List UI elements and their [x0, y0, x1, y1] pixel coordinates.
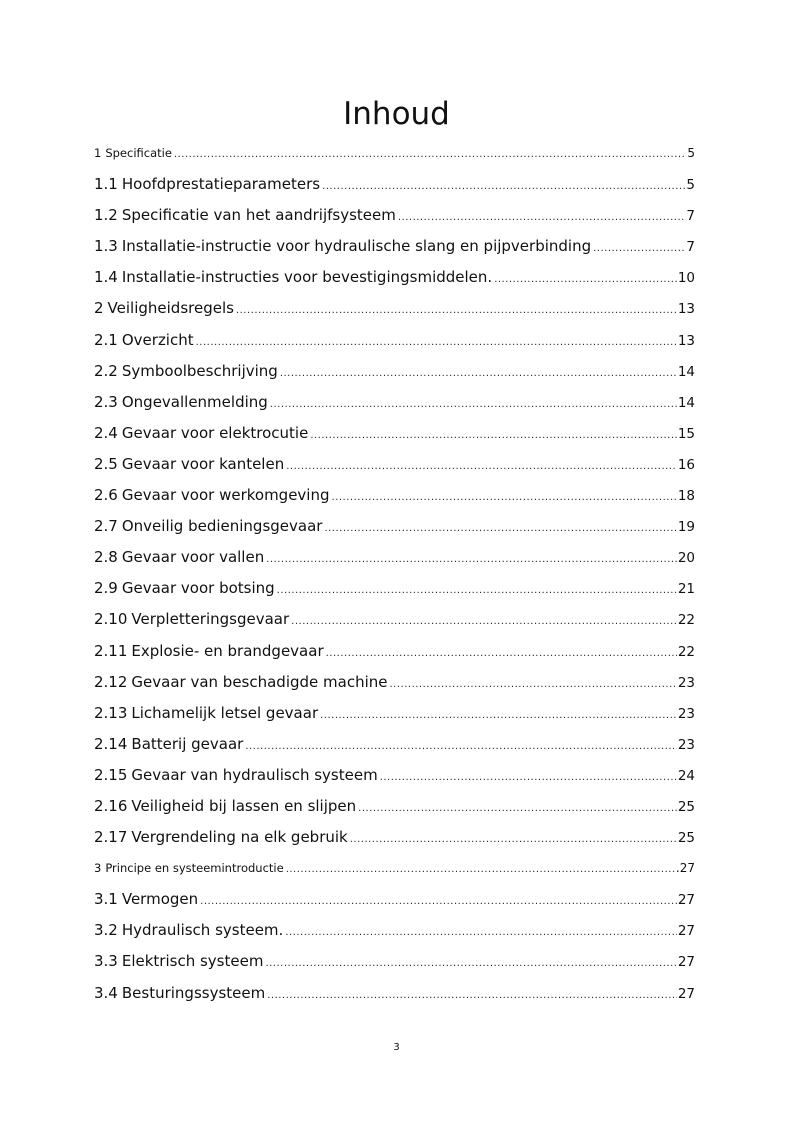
toc-entry-number: 2.14	[94, 734, 128, 753]
toc-entry-page: 7	[686, 208, 695, 225]
toc-entry-page: 23	[677, 705, 695, 722]
toc-entry[interactable]	[94, 233, 695, 264]
table-of-contents	[94, 140, 695, 1011]
toc-entry-number: 3.2	[94, 921, 118, 940]
toc-entry-number: 2.6	[94, 486, 118, 505]
toc-entry[interactable]	[94, 762, 695, 793]
toc-entry[interactable]	[94, 171, 695, 202]
toc-entry-label: Gevaar voor kantelen	[121, 454, 285, 473]
toc-entry-page: 14	[677, 363, 695, 380]
toc-entry-number: 2.15	[94, 765, 128, 784]
toc-entry-number: 1	[94, 146, 102, 160]
toc-entry-number: 3.3	[94, 952, 118, 971]
toc-entry[interactable]	[94, 295, 695, 326]
toc-entry-label: Onveilig bedieningsgevaar	[121, 517, 323, 536]
toc-entry-page: 23	[677, 736, 695, 753]
toc-entry-page: 25	[677, 830, 695, 847]
toc-entry-label: Gevaar voor botsing	[121, 579, 275, 598]
dot-leader	[285, 920, 677, 946]
toc-entry-label: Ongevallenmelding	[121, 392, 268, 411]
toc-entry[interactable]	[94, 264, 695, 295]
dot-leader	[277, 578, 677, 604]
toc-entry-page: 16	[677, 456, 695, 473]
toc-entry-number: 2	[94, 299, 104, 318]
toc-entry[interactable]	[94, 327, 695, 358]
toc-entry-label: Veiligheidsregels	[107, 299, 234, 318]
dot-leader	[174, 142, 686, 168]
toc-entry-number: 2.3	[94, 392, 118, 411]
toc-entry-page: .27	[675, 861, 695, 876]
toc-entry[interactable]	[94, 482, 695, 513]
toc-entry[interactable]	[94, 855, 695, 886]
toc-entry-label: Symboolbeschrijving	[121, 361, 278, 380]
toc-entry-label: Specificatie	[105, 146, 172, 160]
dot-leader	[380, 765, 677, 791]
toc-entry-label: Specificatie van het aandrijfsysteem	[121, 206, 396, 225]
toc-entry-page: 7	[686, 239, 695, 256]
toc-entry-label: Gevaar voor vallen	[121, 548, 265, 567]
toc-entry[interactable]	[94, 420, 695, 451]
toc-entry-page: 19	[677, 519, 695, 536]
page-number: 3	[393, 1042, 400, 1053]
toc-entry[interactable]	[94, 389, 695, 420]
toc-entry-number: 1.2	[94, 206, 118, 225]
toc-entry-page: 13	[677, 332, 695, 349]
toc-entry-label: Batterij gevaar	[131, 734, 244, 753]
toc-entry-label: Veiligheid bij lassen en slijpen	[131, 796, 357, 815]
dot-leader	[494, 267, 677, 293]
toc-entry-page: 13	[677, 301, 695, 318]
toc-entry[interactable]	[94, 731, 695, 762]
toc-entry-label: Gevaar van hydraulisch systeem	[131, 765, 378, 784]
toc-entry-number: 2.13	[94, 703, 128, 722]
toc-entry[interactable]	[94, 544, 695, 575]
toc-entry-page: 27	[677, 923, 695, 940]
toc-entry-page: 18	[677, 488, 695, 505]
dot-leader	[286, 857, 675, 883]
toc-entry-number: 2.8	[94, 548, 118, 567]
toc-entry-page: 25	[677, 798, 695, 815]
toc-entry-label: Gevaar voor elektrocutie	[121, 423, 309, 442]
toc-entry-page: 10	[677, 270, 695, 287]
dot-leader	[350, 827, 677, 853]
dot-leader	[270, 392, 677, 418]
toc-entry-number: 3.4	[94, 983, 118, 1002]
toc-entry-label: Vergrendeling na elk gebruik	[131, 828, 348, 847]
toc-entry-number: 2.11	[94, 641, 128, 660]
toc-entry-number: 2.5	[94, 454, 118, 473]
dot-leader	[324, 516, 676, 542]
dot-leader	[310, 423, 677, 449]
toc-entry-label: Overzicht	[121, 330, 194, 349]
toc-entry-number: 2.7	[94, 517, 118, 536]
dot-leader	[236, 298, 677, 324]
toc-entry-label: Installatie-instructie voor hydraulische slang en pijpverbinding	[121, 237, 592, 256]
toc-entry-label: Installatie-instructies voor bevestigingsmiddelen.	[121, 268, 493, 287]
toc-entry[interactable]	[94, 824, 695, 855]
dot-leader	[266, 547, 677, 573]
dot-leader	[358, 796, 677, 822]
toc-entry[interactable]	[94, 451, 695, 482]
dot-leader	[200, 889, 677, 915]
toc-entry-label: Gevaar van beschadigde machine	[131, 672, 388, 691]
toc-entry-label: Vermogen	[121, 890, 199, 909]
toc-entry-number: 2.10	[94, 610, 128, 629]
dot-leader	[280, 361, 677, 387]
toc-entry-page: 22	[677, 612, 695, 629]
toc-entry-page: 27	[677, 985, 695, 1002]
toc-entry-number: 2.17	[94, 828, 128, 847]
dot-leader	[332, 485, 677, 511]
toc-entry-page: 5	[686, 177, 695, 194]
page-title: Inhoud	[343, 96, 450, 132]
toc-entry-page: 5	[687, 146, 695, 160]
toc-entry-label: Besturingssysteem	[121, 983, 266, 1002]
toc-entry-page: 23	[677, 674, 695, 691]
toc-entry[interactable]	[94, 948, 695, 979]
toc-entry[interactable]	[94, 140, 695, 171]
dot-leader	[291, 609, 677, 635]
toc-entry-label: Explosie- en brandgevaar	[131, 641, 324, 660]
toc-entry-label: Principe en systeemintroductie	[105, 861, 284, 876]
dot-leader	[265, 951, 676, 977]
toc-entry-page: 22	[677, 643, 695, 660]
toc-entry-number: 1.1	[94, 175, 118, 194]
toc-entry-page: 27	[677, 892, 695, 909]
toc-entry-page: 20	[677, 550, 695, 567]
dot-leader	[320, 703, 677, 729]
toc-entry-number: 2.16	[94, 796, 128, 815]
toc-entry-label: Hydraulisch systeem.	[121, 921, 284, 940]
toc-entry-number: 3	[94, 861, 102, 876]
dot-leader	[267, 983, 677, 1009]
toc-entry-label: Elektrisch systeem	[121, 952, 264, 971]
dot-leader	[326, 641, 677, 667]
toc-entry-number: 2.12	[94, 672, 128, 691]
toc-entry[interactable]	[94, 575, 695, 606]
toc-entry[interactable]	[94, 886, 695, 917]
dot-leader	[390, 672, 677, 698]
toc-entry[interactable]	[94, 917, 695, 948]
toc-entry-number: 2.1	[94, 330, 118, 349]
toc-entry-page: 27	[677, 954, 695, 971]
toc-entry-number: 1.3	[94, 237, 118, 256]
toc-entry[interactable]	[94, 358, 695, 389]
toc-entry[interactable]	[94, 638, 695, 669]
toc-entry[interactable]	[94, 202, 695, 233]
dot-leader	[322, 174, 685, 200]
toc-entry[interactable]	[94, 700, 695, 731]
dot-leader	[286, 454, 677, 480]
toc-entry-page: 21	[677, 581, 695, 598]
toc-entry[interactable]	[94, 793, 695, 824]
toc-entry-number: 2.9	[94, 579, 118, 598]
toc-entry[interactable]	[94, 980, 695, 1011]
toc-entry-page: 14	[677, 394, 695, 411]
toc-entry-page: 15	[677, 425, 695, 442]
toc-entry-number: 3.1	[94, 890, 118, 909]
dot-leader	[593, 236, 685, 262]
toc-entry-number: 2.2	[94, 361, 118, 380]
dot-leader	[245, 734, 676, 760]
toc-entry-number: 1.4	[94, 268, 118, 287]
dot-leader	[398, 205, 686, 231]
toc-entry-page: 24	[677, 767, 695, 784]
toc-entry[interactable]	[94, 669, 695, 700]
toc-entry-number: 2.4	[94, 423, 118, 442]
toc-entry[interactable]	[94, 513, 695, 544]
dot-leader	[196, 330, 677, 356]
toc-entry-label: Lichamelijk letsel gevaar	[131, 703, 319, 722]
toc-entry-label: Gevaar voor werkomgeving	[121, 486, 330, 505]
toc-entry-label: Hoofdprestatieparameters	[121, 175, 321, 194]
toc-entry[interactable]	[94, 606, 695, 637]
toc-entry-label: Verpletteringsgevaar	[131, 610, 290, 629]
